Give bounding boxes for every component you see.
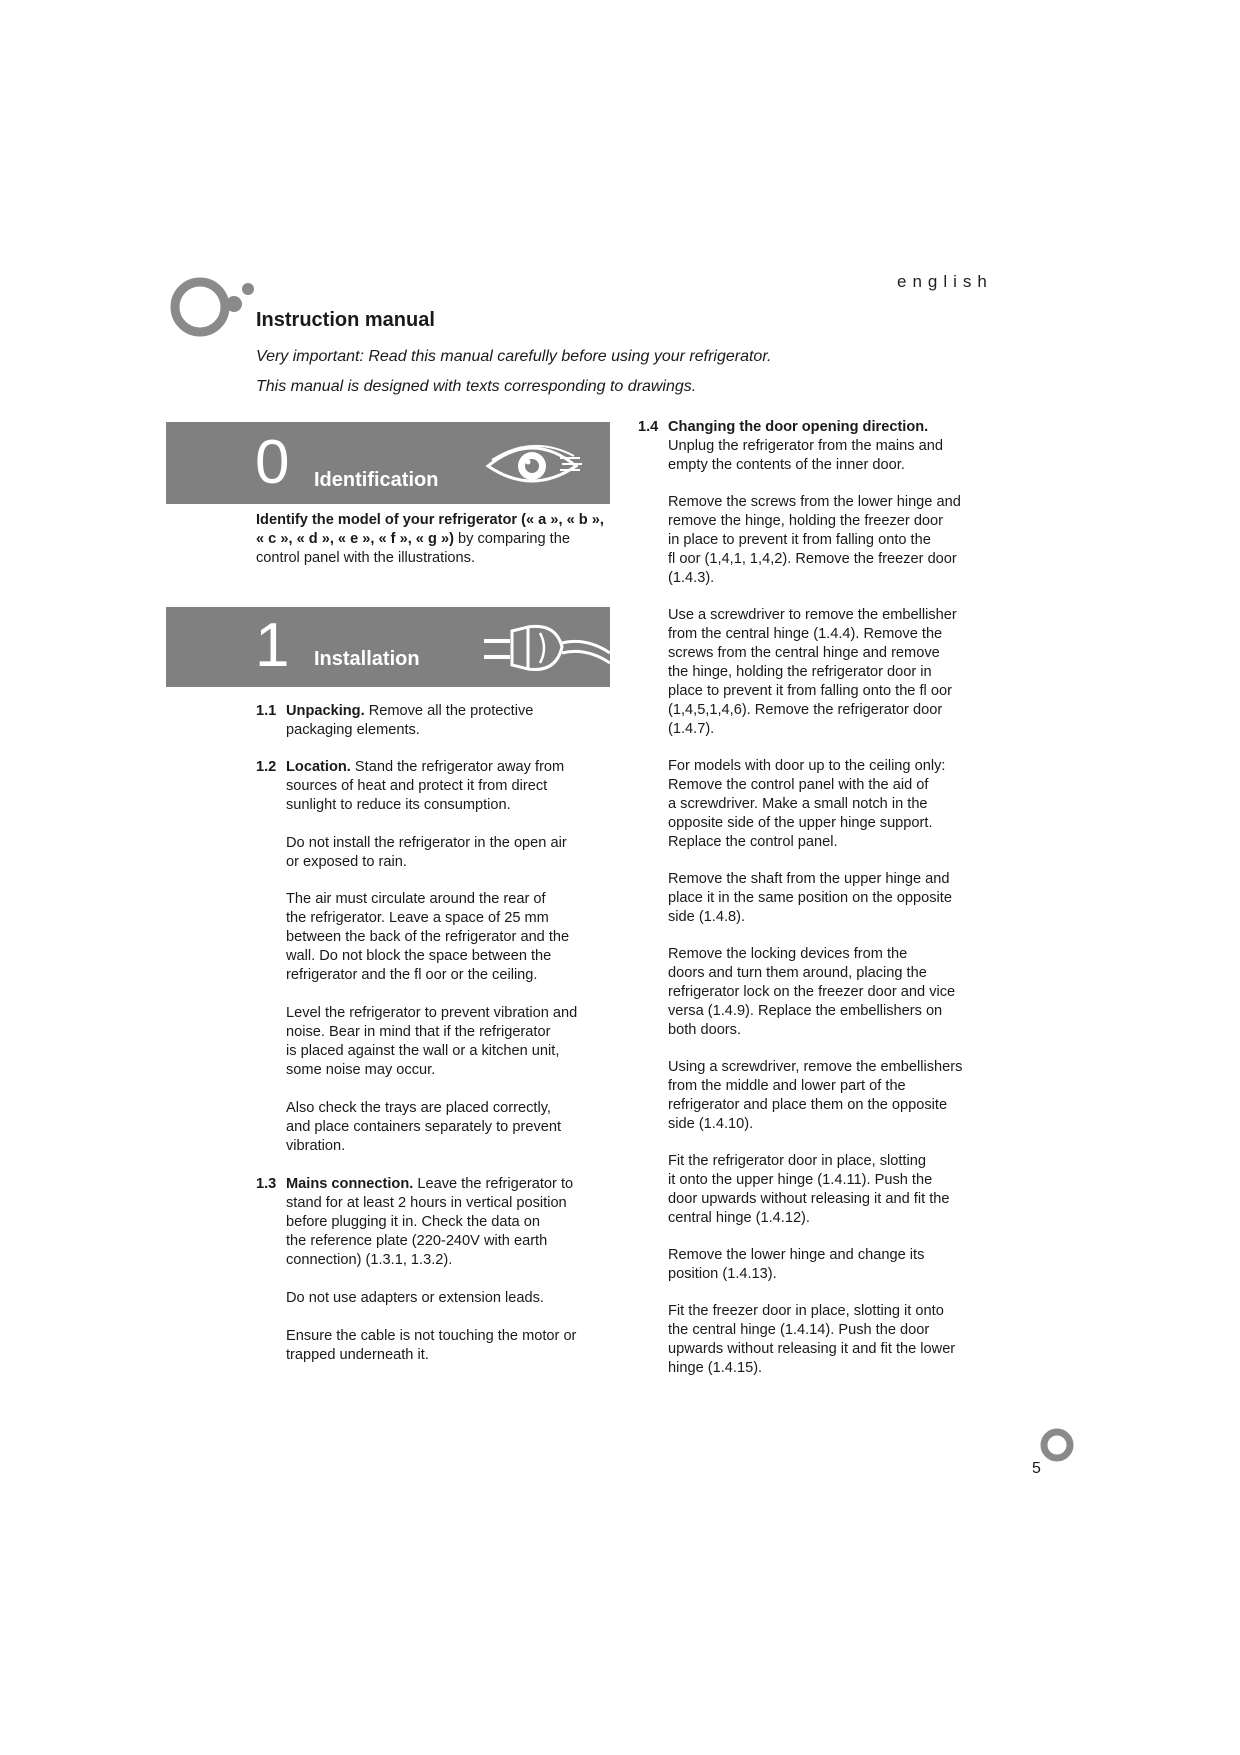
- intro-line-2: This manual is designed with texts corresponding to drawings.: [256, 378, 697, 395]
- item-1-4-text: screws from the central hinge and remove: [668, 645, 940, 661]
- item-1-4-text: empty the contents of the inner door.: [668, 457, 905, 473]
- item-1-4-text: upwards without releasing it and fit the lower: [668, 1341, 956, 1357]
- item-1-4-text: in place to prevent it from falling onto the: [668, 532, 931, 548]
- item-1-4-text: Replace the control panel.: [668, 834, 838, 850]
- section-1-label: Installation: [314, 648, 420, 670]
- item-1-2-text: and place containers separately to prevent: [286, 1119, 562, 1135]
- item-1-4-text: it onto the upper hinge (1.4.11). Push the: [668, 1172, 933, 1188]
- item-1-3-heading: Mains connection.: [286, 1176, 414, 1192]
- item-1-4-text: Using a screwdriver, remove the embellishers: [668, 1059, 963, 1075]
- item-1-4-text: from the middle and lower part of the: [668, 1078, 906, 1094]
- item-1-2-text: noise. Bear in mind that if the refrigerator: [286, 1024, 551, 1040]
- item-1-2-text: wall. Do not block the space between the: [286, 948, 552, 964]
- section-1-banner: [166, 607, 610, 687]
- item-1-3-text: trapped underneath it.: [286, 1347, 429, 1363]
- item-1-2-text: Also check the trays are placed correctly,: [286, 1100, 551, 1116]
- section-0-number: 0: [255, 428, 290, 497]
- item-1-4-text: from the central hinge (1.4.4). Remove the: [668, 626, 943, 642]
- item-1-2-text: the refrigerator. Leave a space of 25 mm: [286, 910, 549, 926]
- section-0-banner: [166, 422, 610, 504]
- item-1-2-text: vibration.: [286, 1138, 346, 1154]
- item-1-4-text: position (1.4.13).: [668, 1266, 777, 1282]
- item-1-4-text: door upwards without releasing it and fit the: [668, 1191, 950, 1207]
- item-1-2-text: some noise may occur.: [286, 1062, 436, 1078]
- item-1-2-text: Do not install the refrigerator in the open air: [286, 835, 567, 851]
- item-1-2-number: 1.2: [256, 759, 277, 775]
- item-1-2-text: is placed against the wall or a kitchen unit,: [286, 1043, 560, 1059]
- item-1-1-heading: Unpacking.: [286, 703, 365, 719]
- item-1-4-text: (1.4.7).: [668, 721, 715, 737]
- intro-line-1: Very important: Read this manual carefully before using your refrigerator.: [256, 348, 772, 365]
- identification-text-rest: by comparing the control panel with the illustrations.: [256, 531, 570, 566]
- item-1-4-text: the hinge, holding the refrigerator door in: [668, 664, 932, 680]
- item-1-4-text: Remove the screws from the lower hinge and: [668, 494, 961, 510]
- item-1-3-text: Do not use adapters or extension leads.: [286, 1290, 544, 1306]
- item-1-4-text: the central hinge (1.4.14). Push the door: [668, 1322, 930, 1338]
- item-1-4-text: opposite side of the upper hinge support.: [668, 815, 933, 831]
- logo-circles-icon: [168, 277, 258, 337]
- item-1-1-line1: Remove all the protective: [364, 703, 534, 719]
- item-1-4-text: Unplug the refrigerator from the mains and: [668, 438, 943, 454]
- item-1-4-text: a screwdriver. Make a small notch in the: [668, 796, 928, 812]
- item-1-3-text: stand for at least 2 hours in vertical position: [286, 1195, 567, 1211]
- item-1-2-text: or exposed to rain.: [286, 854, 407, 870]
- item-1-3-text: before plugging it in. Check the data on: [286, 1214, 540, 1230]
- item-1-2-text: sources of heat and protect it from direct: [286, 778, 548, 794]
- eye-icon: [484, 436, 584, 492]
- page-title: Instruction manual: [256, 309, 435, 331]
- item-1-4-text: doors and turn them around, placing the: [668, 965, 927, 981]
- item-1-4-text: side (1.4.10).: [668, 1116, 754, 1132]
- item-1-4-text: remove the hinge, holding the freezer door: [668, 513, 944, 529]
- item-1-4-text: Remove the lower hinge and change its: [668, 1247, 925, 1263]
- item-1-2-text: refrigerator and the fl oor or the ceiling.: [286, 967, 538, 983]
- item-1-4-text: central hinge (1.4.12).: [668, 1210, 810, 1226]
- item-1-4-number: 1.4: [638, 419, 659, 435]
- item-1-4-text: Fit the refrigerator door in place, slotting: [668, 1153, 926, 1169]
- item-1-4-text: side (1.4.8).: [668, 909, 746, 925]
- plug-icon: [482, 617, 610, 679]
- item-1-2-text: Level the refrigerator to prevent vibration and: [286, 1005, 578, 1021]
- item-1-4-text: refrigerator lock on the freezer door and vice: [668, 984, 956, 1000]
- item-1-4-text: For models with door up to the ceiling only:: [668, 758, 946, 774]
- item-1-4-text: Fit the freezer door in place, slotting it onto: [668, 1303, 944, 1319]
- item-1-4-text: versa (1.4.9). Replace the embellishers on: [668, 1003, 943, 1019]
- item-1-1-number: 1.1: [256, 703, 277, 719]
- item-1-4-text: refrigerator and place them on the opposite: [668, 1097, 948, 1113]
- item-1-4-text: Remove the shaft from the upper hinge and: [668, 871, 950, 887]
- item-1-3-text: connection) (1.3.1, 1.3.2).: [286, 1252, 453, 1268]
- page-ring-icon: [1039, 1427, 1075, 1463]
- item-1-2-heading: Location.: [286, 759, 351, 775]
- section-0-label: Identification: [314, 469, 439, 491]
- item-1-4-text: both doors.: [668, 1022, 742, 1038]
- identification-text-bold: Identify the model of your refrigerator (« a », « b », « c », « d », « e », « f », « g »): [256, 512, 604, 547]
- item-1-3-text: Leave the refrigerator to: [413, 1176, 574, 1192]
- item-1-4-text: Remove the locking devices from the: [668, 946, 908, 962]
- item-1-2-text: The air must circulate around the rear of: [286, 891, 546, 907]
- item-1-4-text: Use a screwdriver to remove the embellisher: [668, 607, 957, 623]
- section-1-number: 1: [255, 611, 290, 680]
- item-1-3-number: 1.3: [256, 1176, 277, 1192]
- item-1-4-heading: Changing the door opening direction.: [668, 419, 929, 435]
- item-1-3-text: the reference plate (220-240V with earth: [286, 1233, 548, 1249]
- item-1-2-text: between the back of the refrigerator and the: [286, 929, 570, 945]
- item-1-4-text: fl oor (1,4,1, 1,4,2). Remove the freezer door: [668, 551, 957, 567]
- item-1-3-text: Ensure the cable is not touching the motor or: [286, 1328, 577, 1344]
- item-1-4-text: hinge (1.4.15).: [668, 1360, 763, 1376]
- item-1-4-text: place it in the same position on the opposite: [668, 890, 952, 906]
- item-1-4-text: (1,4,5,1,4,6). Remove the refrigerator door: [668, 702, 943, 718]
- item-1-4-text: Remove the control panel with the aid of: [668, 777, 929, 793]
- item-1-4-text: (1.4.3).: [668, 570, 715, 586]
- item-1-2-text: Stand the refrigerator away from: [350, 759, 565, 775]
- language-label: english: [897, 272, 993, 291]
- item-1-2-text: sunlight to reduce its consumption.: [286, 797, 511, 813]
- item-1-1-line2: packaging elements.: [286, 722, 420, 738]
- item-1-4-text: place to prevent it from falling onto the fl oor: [668, 683, 952, 699]
- identification-text: [256, 511, 606, 568]
- page-number: 5: [1032, 1460, 1041, 1477]
